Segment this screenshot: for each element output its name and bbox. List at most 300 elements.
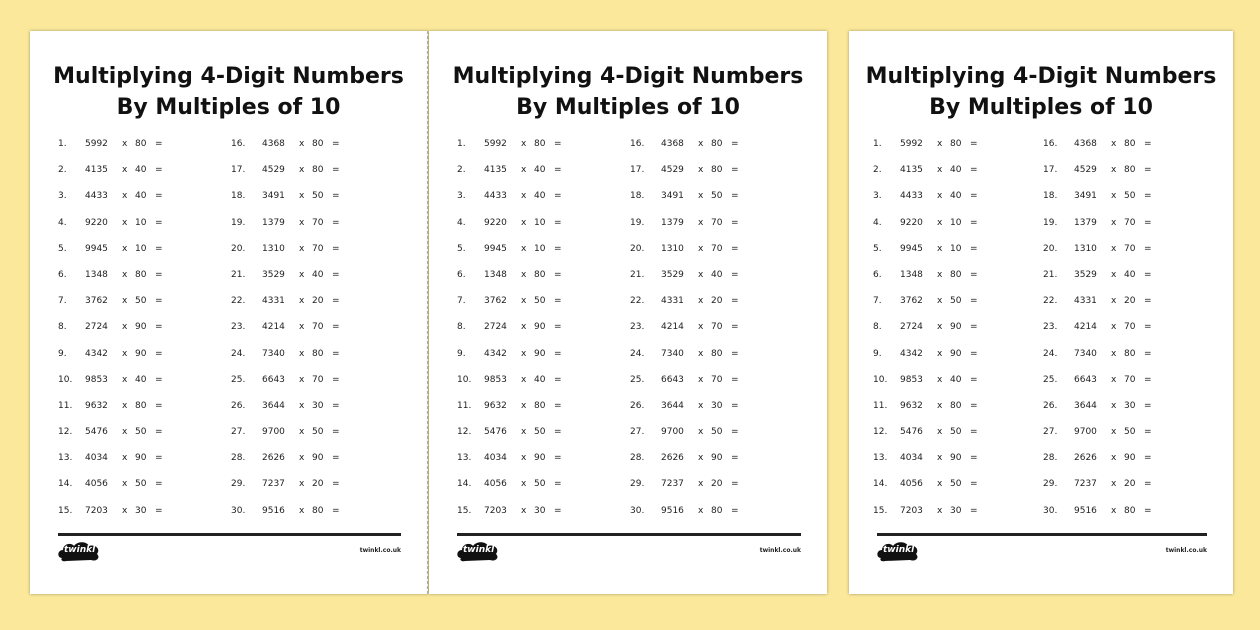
question-multiplicand: 4214 <box>1074 322 1097 333</box>
question-multiplier: 80 <box>950 269 962 280</box>
equals-sign: = <box>970 400 978 411</box>
times-sign: x <box>698 243 704 254</box>
question-row <box>873 163 980 189</box>
equals-sign: = <box>731 139 739 149</box>
times-sign: x <box>521 269 527 280</box>
question-number: 6. <box>58 269 67 280</box>
question-number: 7. <box>457 296 466 307</box>
times-sign: x <box>1111 191 1117 202</box>
times-sign: x <box>698 139 704 149</box>
question-row <box>1043 242 1154 268</box>
times-sign: x <box>698 348 704 359</box>
question-row <box>231 451 342 477</box>
question-multiplicand: 2724 <box>900 322 923 333</box>
question-multiplier: 40 <box>135 374 147 385</box>
site-url: twinkl.co.uk <box>1165 547 1207 554</box>
question-multiplier: 10 <box>950 217 962 228</box>
times-sign: x <box>122 479 128 490</box>
question-multiplicand: 7237 <box>661 479 684 490</box>
question-multiplicand: 9516 <box>661 505 684 516</box>
question-multiplicand: 4433 <box>900 191 923 202</box>
times-sign: x <box>937 217 943 228</box>
question-multiplicand: 6643 <box>262 374 285 385</box>
equals-sign: = <box>554 374 562 385</box>
times-sign: x <box>122 374 128 385</box>
times-sign: x <box>299 243 305 254</box>
equals-sign: = <box>332 453 340 464</box>
equals-sign: = <box>1144 479 1152 490</box>
question-multiplier: 50 <box>711 427 723 438</box>
question-multiplicand: 4214 <box>661 322 684 333</box>
equals-sign: = <box>1144 139 1152 149</box>
question-number: 23. <box>630 322 645 333</box>
question-multiplicand: 6643 <box>1074 374 1097 385</box>
times-sign: x <box>937 139 943 149</box>
times-sign: x <box>698 505 704 516</box>
times-sign: x <box>521 479 527 490</box>
question-multiplicand: 4529 <box>262 165 285 176</box>
question-multiplicand: 4368 <box>661 139 684 149</box>
question-number: 29. <box>1043 479 1058 490</box>
equals-sign: = <box>731 348 739 359</box>
brand-name: twinkl <box>64 545 96 555</box>
question-number: 18. <box>1043 191 1058 202</box>
question-multiplicand: 1379 <box>661 217 684 228</box>
equals-sign: = <box>155 243 163 254</box>
question-row <box>630 477 741 503</box>
question-row <box>231 399 342 425</box>
question-number: 9. <box>873 348 882 359</box>
question-multiplicand: 4368 <box>262 139 285 149</box>
equals-sign: = <box>970 453 978 464</box>
question-multiplicand: 4135 <box>900 165 923 176</box>
question-row <box>873 477 980 503</box>
worksheet-title <box>849 61 1233 123</box>
question-number: 5. <box>457 243 466 254</box>
question-number: 3. <box>873 191 882 202</box>
times-sign: x <box>521 348 527 359</box>
question-multiplier: 50 <box>711 191 723 202</box>
equals-sign: = <box>155 191 163 202</box>
question-row <box>231 268 342 294</box>
question-multiplicand: 3529 <box>661 269 684 280</box>
question-multiplier: 30 <box>312 400 324 411</box>
times-sign: x <box>299 269 305 280</box>
times-sign: x <box>122 165 128 176</box>
question-multiplicand: 5992 <box>484 139 507 149</box>
question-multiplier: 90 <box>135 322 147 333</box>
question-multiplicand: 9945 <box>85 243 108 254</box>
times-sign: x <box>937 296 943 307</box>
question-number: 14. <box>58 479 73 490</box>
question-multiplier: 80 <box>1124 139 1136 149</box>
question-row <box>231 425 342 451</box>
question-multiplicand: 4056 <box>85 479 108 490</box>
question-multiplier: 50 <box>312 191 324 202</box>
question-number: 25. <box>1043 374 1058 385</box>
question-number: 29. <box>231 479 246 490</box>
question-number: 4. <box>457 217 466 228</box>
equals-sign: = <box>731 374 739 385</box>
equals-sign: = <box>332 165 340 176</box>
question-row <box>873 242 980 268</box>
question-multiplicand: 3644 <box>262 400 285 411</box>
equals-sign: = <box>554 296 562 307</box>
question-multiplier: 50 <box>312 427 324 438</box>
question-multiplicand: 2626 <box>262 453 285 464</box>
times-sign: x <box>1111 374 1117 385</box>
question-row <box>1043 294 1154 320</box>
times-sign: x <box>521 139 527 149</box>
question-row <box>873 189 980 215</box>
equals-sign: = <box>731 505 739 516</box>
questions-column-right <box>1043 137 1154 530</box>
question-multiplicand: 7203 <box>484 505 507 516</box>
question-number: 22. <box>630 296 645 307</box>
question-number: 13. <box>58 453 73 464</box>
question-number: 1. <box>457 139 466 149</box>
question-multiplicand: 5476 <box>900 427 923 438</box>
question-multiplier: 40 <box>312 269 324 280</box>
equals-sign: = <box>155 296 163 307</box>
question-number: 9. <box>58 348 67 359</box>
equals-sign: = <box>155 322 163 333</box>
times-sign: x <box>122 453 128 464</box>
question-number: 16. <box>630 139 645 149</box>
times-sign: x <box>299 505 305 516</box>
question-number: 28. <box>1043 453 1058 464</box>
question-multiplicand: 9945 <box>900 243 923 254</box>
question-multiplicand: 4214 <box>262 322 285 333</box>
question-multiplier: 30 <box>950 505 962 516</box>
question-multiplier: 80 <box>135 139 147 149</box>
equals-sign: = <box>1144 400 1152 411</box>
times-sign: x <box>698 269 704 280</box>
question-row <box>873 451 980 477</box>
question-number: 13. <box>457 453 472 464</box>
times-sign: x <box>299 348 305 359</box>
times-sign: x <box>299 427 305 438</box>
times-sign: x <box>1111 139 1117 149</box>
question-row <box>630 373 741 399</box>
question-row <box>873 294 980 320</box>
question-multiplier: 40 <box>534 191 546 202</box>
question-number: 1. <box>873 139 882 149</box>
question-number: 4. <box>58 217 67 228</box>
question-multiplier: 50 <box>534 296 546 307</box>
question-multiplicand: 3762 <box>900 296 923 307</box>
question-multiplicand: 1379 <box>262 217 285 228</box>
question-row <box>457 320 564 346</box>
question-multiplicand: 4433 <box>85 191 108 202</box>
question-multiplier: 80 <box>950 139 962 149</box>
question-number: 15. <box>457 505 472 516</box>
equals-sign: = <box>155 269 163 280</box>
question-row <box>457 451 564 477</box>
question-multiplicand: 4342 <box>85 348 108 359</box>
equals-sign: = <box>554 165 562 176</box>
question-multiplier: 30 <box>1124 400 1136 411</box>
question-number: 30. <box>231 505 246 516</box>
times-sign: x <box>122 322 128 333</box>
equals-sign: = <box>731 400 739 411</box>
question-number: 18. <box>231 191 246 202</box>
title-line-2: By Multiples of 10 <box>516 95 740 120</box>
question-row <box>873 373 980 399</box>
question-multiplicand: 4342 <box>484 348 507 359</box>
question-multiplicand: 2626 <box>1074 453 1097 464</box>
equals-sign: = <box>554 453 562 464</box>
question-row <box>873 504 980 530</box>
question-number: 21. <box>630 269 645 280</box>
question-number: 5. <box>873 243 882 254</box>
twinkl-logo <box>455 540 501 564</box>
question-number: 26. <box>1043 400 1058 411</box>
question-multiplier: 10 <box>135 243 147 254</box>
question-row <box>1043 163 1154 189</box>
equals-sign: = <box>332 400 340 411</box>
times-sign: x <box>299 400 305 411</box>
question-row <box>630 189 741 215</box>
times-sign: x <box>122 269 128 280</box>
question-multiplier: 80 <box>312 165 324 176</box>
question-multiplier: 50 <box>534 427 546 438</box>
times-sign: x <box>1111 322 1117 333</box>
question-number: 8. <box>58 322 67 333</box>
question-multiplicand: 9516 <box>1074 505 1097 516</box>
question-row <box>58 399 165 425</box>
question-multiplier: 50 <box>135 479 147 490</box>
question-number: 11. <box>873 400 888 411</box>
question-multiplicand: 4034 <box>484 453 507 464</box>
equals-sign: = <box>1144 217 1152 228</box>
question-multiplicand: 7340 <box>1074 348 1097 359</box>
times-sign: x <box>122 296 128 307</box>
question-multiplicand: 4034 <box>900 453 923 464</box>
equals-sign: = <box>970 348 978 359</box>
times-sign: x <box>937 374 943 385</box>
question-number: 8. <box>873 322 882 333</box>
question-multiplier: 70 <box>1124 217 1136 228</box>
question-row <box>231 189 342 215</box>
question-number: 11. <box>457 400 472 411</box>
question-number: 16. <box>1043 139 1058 149</box>
question-row <box>630 242 741 268</box>
times-sign: x <box>521 296 527 307</box>
question-number: 27. <box>231 427 246 438</box>
question-row <box>231 347 342 373</box>
question-multiplier: 90 <box>1124 453 1136 464</box>
times-sign: x <box>937 322 943 333</box>
question-number: 19. <box>630 217 645 228</box>
question-row <box>630 294 741 320</box>
equals-sign: = <box>332 217 340 228</box>
equals-sign: = <box>554 139 562 149</box>
question-multiplicand: 4331 <box>262 296 285 307</box>
equals-sign: = <box>1144 243 1152 254</box>
question-row <box>231 163 342 189</box>
equals-sign: = <box>731 217 739 228</box>
question-number: 27. <box>630 427 645 438</box>
equals-sign: = <box>1144 505 1152 516</box>
question-number: 27. <box>1043 427 1058 438</box>
question-multiplier: 50 <box>950 427 962 438</box>
times-sign: x <box>299 374 305 385</box>
question-multiplier: 90 <box>135 348 147 359</box>
equals-sign: = <box>332 269 340 280</box>
question-multiplier: 30 <box>534 505 546 516</box>
question-multiplicand: 9220 <box>85 217 108 228</box>
question-multiplier: 80 <box>1124 165 1136 176</box>
question-multiplicand: 4056 <box>900 479 923 490</box>
question-number: 22. <box>1043 296 1058 307</box>
question-multiplicand: 3491 <box>1074 191 1097 202</box>
question-multiplicand: 9853 <box>85 374 108 385</box>
question-number: 14. <box>457 479 472 490</box>
times-sign: x <box>1111 165 1117 176</box>
footer-rule <box>877 533 1207 536</box>
question-row <box>231 373 342 399</box>
question-multiplier: 10 <box>135 217 147 228</box>
question-row <box>630 451 741 477</box>
times-sign: x <box>299 139 305 149</box>
equals-sign: = <box>731 165 739 176</box>
question-number: 26. <box>231 400 246 411</box>
times-sign: x <box>698 296 704 307</box>
question-row <box>1043 268 1154 294</box>
question-multiplier: 40 <box>950 165 962 176</box>
question-multiplier: 70 <box>312 243 324 254</box>
times-sign: x <box>521 400 527 411</box>
site-url: twinkl.co.uk <box>759 547 801 554</box>
times-sign: x <box>521 243 527 254</box>
question-multiplier: 30 <box>711 400 723 411</box>
times-sign: x <box>521 427 527 438</box>
equals-sign: = <box>155 217 163 228</box>
question-multiplier: 90 <box>312 453 324 464</box>
question-multiplier: 50 <box>950 296 962 307</box>
question-multiplicand: 9853 <box>900 374 923 385</box>
equals-sign: = <box>970 165 978 176</box>
question-number: 30. <box>630 505 645 516</box>
question-multiplicand: 3644 <box>661 400 684 411</box>
question-number: 7. <box>873 296 882 307</box>
question-multiplier: 80 <box>534 400 546 411</box>
questions-column-left <box>457 137 564 530</box>
equals-sign: = <box>1144 165 1152 176</box>
question-multiplicand: 1348 <box>900 269 923 280</box>
question-multiplier: 90 <box>950 322 962 333</box>
question-multiplicand: 5476 <box>484 427 507 438</box>
question-number: 30. <box>1043 505 1058 516</box>
question-multiplicand: 3529 <box>1074 269 1097 280</box>
question-row <box>1043 320 1154 346</box>
times-sign: x <box>299 479 305 490</box>
times-sign: x <box>521 217 527 228</box>
question-multiplier: 20 <box>1124 296 1136 307</box>
times-sign: x <box>299 191 305 202</box>
question-multiplicand: 4135 <box>85 165 108 176</box>
question-multiplier: 20 <box>312 296 324 307</box>
question-multiplier: 70 <box>711 322 723 333</box>
times-sign: x <box>1111 400 1117 411</box>
question-multiplier: 40 <box>135 191 147 202</box>
times-sign: x <box>122 191 128 202</box>
equals-sign: = <box>1144 296 1152 307</box>
question-multiplicand: 4034 <box>85 453 108 464</box>
question-multiplier: 80 <box>312 348 324 359</box>
question-multiplicand: 7237 <box>262 479 285 490</box>
question-row <box>58 216 165 242</box>
times-sign: x <box>521 505 527 516</box>
question-row <box>231 294 342 320</box>
questions-column-right <box>630 137 741 530</box>
times-sign: x <box>122 217 128 228</box>
times-sign: x <box>937 269 943 280</box>
question-row <box>58 268 165 294</box>
question-row <box>231 137 342 163</box>
equals-sign: = <box>970 217 978 228</box>
question-row <box>231 320 342 346</box>
question-row <box>630 425 741 451</box>
title-line-2: By Multiples of 10 <box>116 95 341 120</box>
question-row <box>1043 451 1154 477</box>
question-multiplicand: 9220 <box>484 217 507 228</box>
equals-sign: = <box>554 269 562 280</box>
equals-sign: = <box>155 139 163 149</box>
equals-sign: = <box>554 217 562 228</box>
question-number: 10. <box>58 374 73 385</box>
question-multiplier: 50 <box>534 479 546 490</box>
times-sign: x <box>1111 217 1117 228</box>
question-row <box>873 268 980 294</box>
question-row <box>1043 216 1154 242</box>
question-multiplier: 30 <box>135 505 147 516</box>
times-sign: x <box>299 217 305 228</box>
question-row <box>457 399 564 425</box>
question-multiplicand: 5992 <box>85 139 108 149</box>
question-multiplier: 70 <box>312 322 324 333</box>
times-sign: x <box>698 165 704 176</box>
times-sign: x <box>299 322 305 333</box>
times-sign: x <box>698 217 704 228</box>
question-multiplier: 70 <box>1124 243 1136 254</box>
question-multiplicand: 4529 <box>661 165 684 176</box>
question-number: 24. <box>1043 348 1058 359</box>
question-multiplicand: 4056 <box>484 479 507 490</box>
question-row <box>1043 425 1154 451</box>
worksheet-page-2 <box>429 31 827 594</box>
equals-sign: = <box>554 191 562 202</box>
questions-column-left <box>873 137 980 530</box>
question-multiplier: 50 <box>950 479 962 490</box>
equals-sign: = <box>554 322 562 333</box>
equals-sign: = <box>1144 374 1152 385</box>
times-sign: x <box>299 296 305 307</box>
question-row <box>457 163 564 189</box>
question-number: 14. <box>873 479 888 490</box>
equals-sign: = <box>1144 269 1152 280</box>
question-row <box>457 373 564 399</box>
question-multiplier: 90 <box>135 453 147 464</box>
question-multiplier: 80 <box>534 269 546 280</box>
question-row <box>630 399 741 425</box>
question-number: 8. <box>457 322 466 333</box>
question-number: 20. <box>630 243 645 254</box>
question-multiplier: 80 <box>135 269 147 280</box>
question-multiplicand: 1379 <box>1074 217 1097 228</box>
worksheet-page-1 <box>30 31 428 594</box>
